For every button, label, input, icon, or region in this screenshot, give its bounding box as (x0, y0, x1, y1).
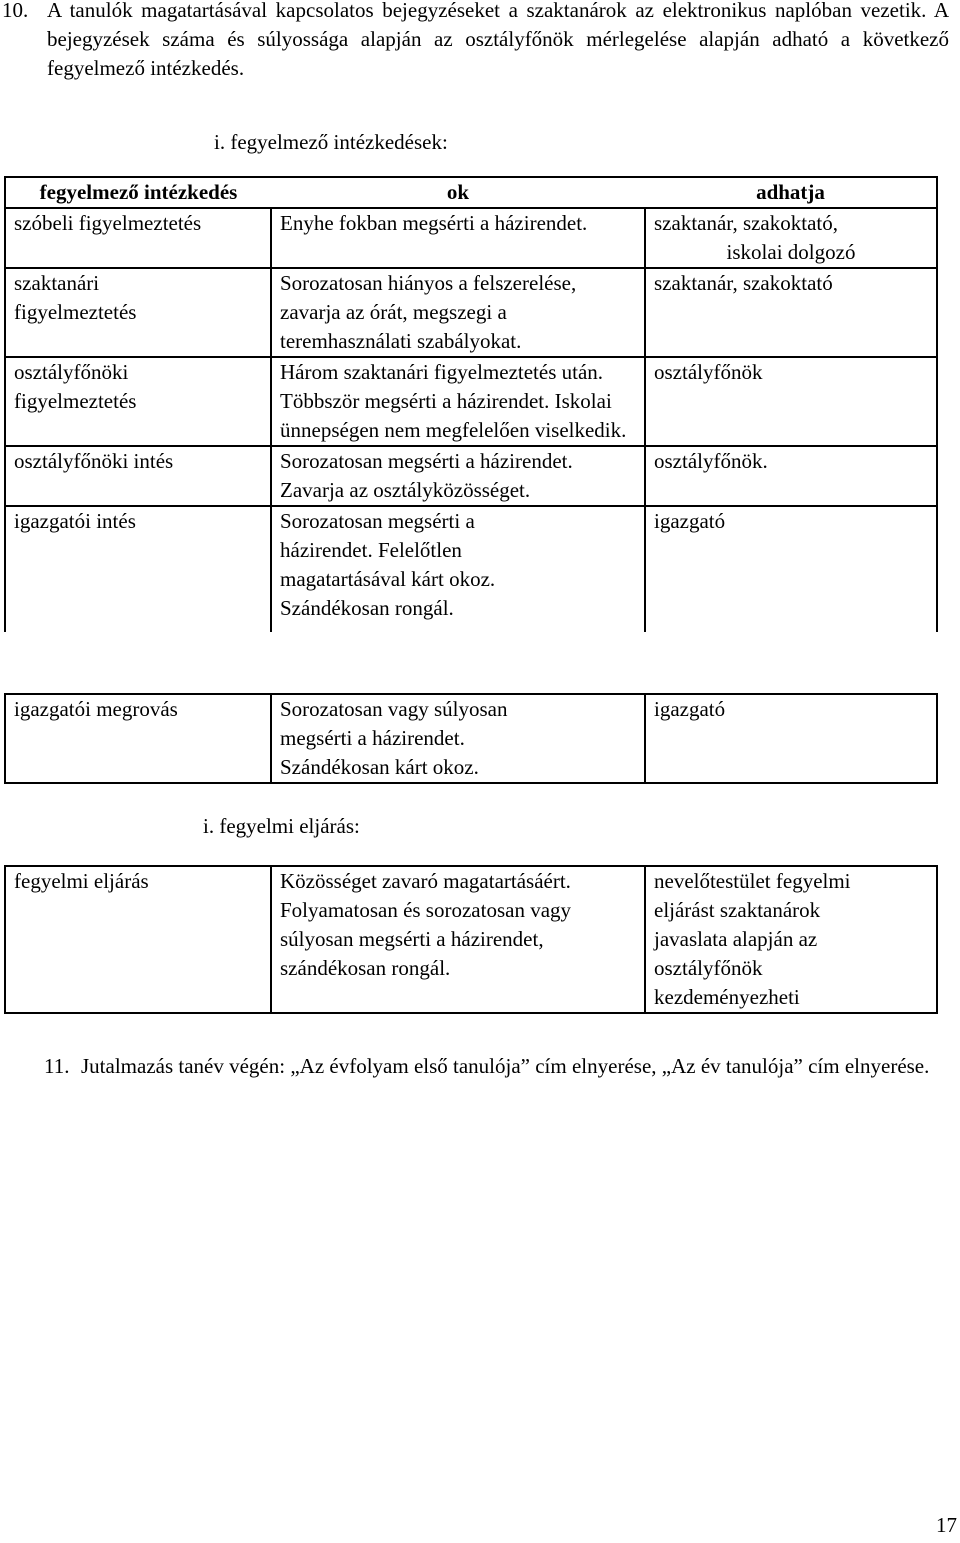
section-heading-eljaras: i. fegyelmi eljárás: (203, 814, 360, 838)
who-cell (645, 208, 937, 268)
reason-cell: Sorozatosan vagy súlyosan megsérti a házirendet. Szándékosan kárt okoz. (271, 694, 645, 783)
item-10-text: A tanulók magatartásával kapcsolatos bejegyzéseket a szaktanárok az elektronikus naplóban vezetik. A bejegyzések száma és súlyossága alapján az osztályfőnök mérlegelése alapján adható a következő fegyelmező intézkedés. (47, 0, 949, 80)
disciplinary-procedure-table (4, 865, 938, 1014)
disciplinary-measures-table-continued (4, 693, 938, 784)
table-row (5, 506, 937, 632)
item-11-number: 11. (44, 1054, 70, 1078)
measure-cell: szóbeli figyelmeztetés (5, 208, 271, 268)
measure-cell: fegyelmi eljárás (5, 866, 271, 1013)
table-row (5, 268, 937, 357)
header-measure: fegyelmező intézkedés (5, 177, 271, 208)
who-cell: szaktanár, szakoktató (645, 268, 937, 357)
item-10-number: 10. (2, 0, 29, 22)
measure-cell: osztályfőnöki intés (5, 446, 271, 506)
page-number: 17 (936, 1513, 957, 1537)
disciplinary-measures-table (4, 176, 938, 632)
reason-cell: Három szaktanári figyelmeztetés után. Többször megsérti a házirendet. Iskolai ünnepségen nem megfelelően viselkedik. (271, 357, 645, 446)
who-cell: igazgató (645, 694, 937, 783)
table-row (5, 208, 937, 268)
reason-cell: Közösséget zavaró magatartásáért. Folyamatosan és sorozatosan vagy súlyosan megsérti a házirendet, szándékosan rongál. (271, 866, 645, 1013)
table-row (5, 694, 937, 783)
measure-cell: igazgatói intés (5, 506, 271, 632)
who-cell: osztályfőnök. (645, 446, 937, 506)
item-11-text: Jutalmazás tanév végén: „Az évfolyam első tanulója” cím elnyerése, „Az év tanulója” cím elnyerése. (81, 1054, 930, 1078)
measure-cell: szaktanári figyelmeztetés (5, 268, 271, 357)
table-header-row (5, 177, 937, 208)
reason-cell: Sorozatosan megsérti a házirendet. Felelőtlen magatartásával kárt okoz. Szándékosan rongál. (271, 506, 645, 632)
table-row (5, 446, 937, 506)
table-row (5, 357, 937, 446)
measure-cell: osztályfőnöki figyelmeztetés (5, 357, 271, 446)
table-row (5, 866, 937, 1013)
who-line: szaktanár, szakoktató, (654, 211, 838, 235)
item-11 (44, 1052, 956, 1081)
measure-cell: igazgatói megrovás (5, 694, 271, 783)
who-cell: nevelőtestület fegyelmi eljárást szaktanárok javaslata alapján az osztályfőnök kezdeményezheti (645, 866, 937, 1013)
reason-cell: Enyhe fokban megsérti a házirendet. (271, 208, 645, 268)
reason-cell: Sorozatosan hiányos a felszerelése, zavarja az órát, megszegi a teremhasználati szabályokat. (271, 268, 645, 357)
header-reason: ok (271, 177, 645, 208)
reason-cell: Sorozatosan megsérti a házirendet. Zavarja az osztályközösséget. (271, 446, 645, 506)
who-line: iskolai dolgozó (726, 240, 856, 264)
header-who: adhatja (645, 177, 937, 208)
who-cell: igazgató (645, 506, 937, 632)
item-10 (0, 0, 960, 83)
section-heading-intezkedesek: i. fegyelmező intézkedések: (214, 130, 448, 154)
who-cell: osztályfőnök (645, 357, 937, 446)
